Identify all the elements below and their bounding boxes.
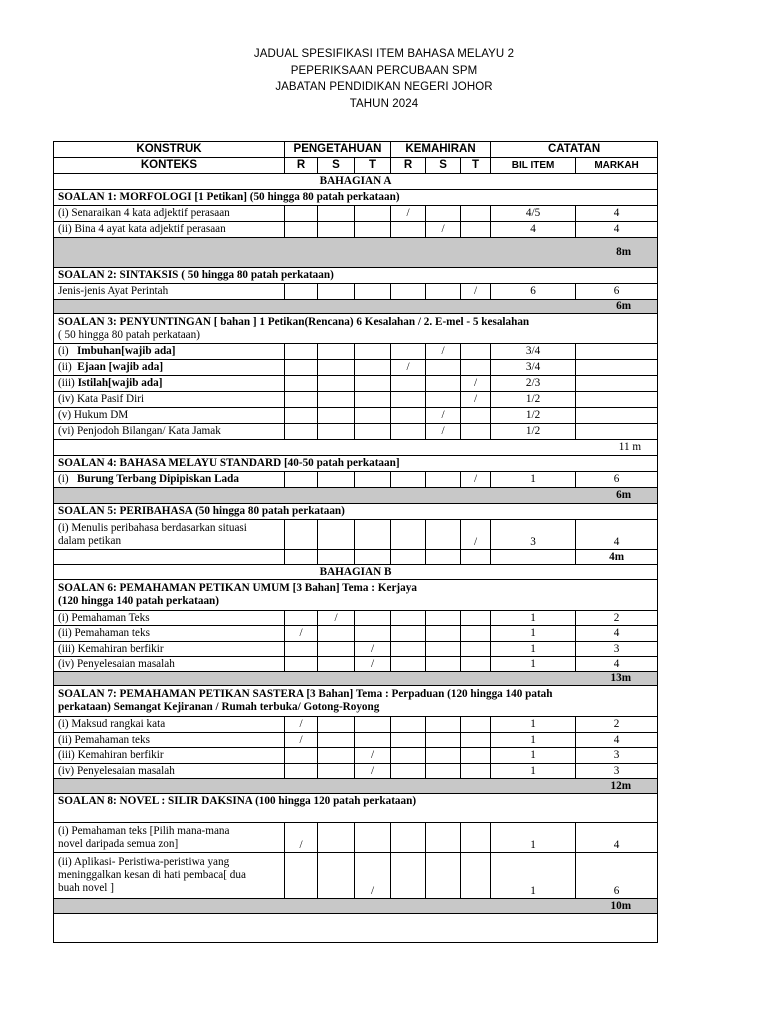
question-title-row xyxy=(54,686,658,717)
markah: 4 xyxy=(576,823,658,853)
tick-mark: / xyxy=(461,392,491,408)
q2-total: 6m xyxy=(54,300,658,314)
table-row xyxy=(54,222,658,238)
markah: 6 xyxy=(576,853,658,899)
bil-item: 1/2 xyxy=(491,408,576,424)
section-b-title: BAHAGIAN B xyxy=(54,565,658,580)
markah: 4 xyxy=(576,733,658,748)
q7-item-2: (ii) Pemahaman teks xyxy=(54,733,285,748)
tick-mark: / xyxy=(355,748,391,764)
tick-mark: / xyxy=(391,360,426,376)
item-text-line: (i) Menulis peribahasa berdasarkan situasi xyxy=(58,521,247,534)
q7-item-1: (i) Maksud rangkai kata xyxy=(54,717,285,733)
tick-mark: / xyxy=(461,284,491,300)
total-row xyxy=(54,238,658,268)
table-row xyxy=(54,717,658,733)
item-text: Istilah[wajib ada] xyxy=(77,377,163,389)
q8-total: 10m xyxy=(54,899,658,914)
q5-item-1 xyxy=(54,520,285,550)
markah: 4 xyxy=(576,520,658,550)
tick-mark: / xyxy=(461,472,491,488)
q3-item-4: (iv) Kata Pasif Diri xyxy=(54,392,285,408)
item-text-line: buah novel ] xyxy=(58,882,114,894)
item-text: Imbuhan[wajib ada] xyxy=(76,345,176,357)
table-subheader-row xyxy=(54,158,658,174)
item-number: (iii) xyxy=(58,377,75,389)
q6-total: 13m xyxy=(54,672,658,686)
table-row xyxy=(54,642,658,657)
total-row xyxy=(54,488,658,504)
q1-title: SOALAN 1: MORFOLOGI [1 Petikan] (50 hingga 80 patah perkataan) xyxy=(54,190,658,206)
markah: 4 xyxy=(576,626,658,642)
table-row xyxy=(54,853,658,899)
q7-item-3: (iii) Kemahiran berfikir xyxy=(54,748,285,764)
tick-mark: / xyxy=(461,520,491,550)
markah: 3 xyxy=(576,764,658,779)
markah: 3 xyxy=(576,748,658,764)
q7-total: 12m xyxy=(54,779,658,794)
bil-item: 1 xyxy=(491,764,576,779)
table-row xyxy=(54,424,658,440)
bil-item: 6 xyxy=(491,284,576,300)
markah: 4 xyxy=(576,222,658,238)
question-title-row xyxy=(54,190,658,206)
total-row xyxy=(54,779,658,794)
table-row xyxy=(54,392,658,408)
tick-mark: / xyxy=(355,657,391,672)
item-text: Ejaan [wajib ada] xyxy=(77,361,164,373)
tick-mark: / xyxy=(355,642,391,657)
q8-title: SOALAN 8: NOVEL : SILIR DAKSINA (100 hingga 120 patah perkataan) xyxy=(54,794,658,823)
bil-item: 3/4 xyxy=(491,344,576,360)
section-a-title: BAHAGIAN A xyxy=(54,174,658,190)
total-row xyxy=(54,672,658,686)
table-row xyxy=(54,611,658,626)
header-year: TAHUN 2024 xyxy=(349,97,419,110)
tick-mark: / xyxy=(426,424,461,440)
q6-subtitle: (120 hingga 140 patah perkataan) xyxy=(58,595,219,607)
q3-item-1 xyxy=(54,344,285,360)
item-number: (ii) xyxy=(58,361,72,373)
q4-item-1 xyxy=(54,472,285,488)
bil-item: 2/3 xyxy=(491,376,576,392)
item-text: Burung Terbang Dipipiskan Lada xyxy=(76,473,239,485)
markah: 6 xyxy=(576,284,658,300)
table-header-row xyxy=(54,142,658,158)
item-text-line: meninggalkan kesan di hati pembaca[ dua xyxy=(58,869,246,881)
total-row xyxy=(54,440,658,456)
item-text-line: (ii) Aplikasi- Peristiwa-peristiwa yang xyxy=(58,856,230,868)
bil-item: 1/2 xyxy=(491,392,576,408)
table-row xyxy=(54,472,658,488)
bil-item-header: BIL ITEM xyxy=(491,158,576,174)
table-row xyxy=(54,520,658,550)
tick-mark: / xyxy=(285,823,318,853)
q3-total: 11 m xyxy=(54,440,658,456)
q1-item-2: (ii) Bina 4 ayat kata adjektif perasaan xyxy=(54,222,285,238)
total-row xyxy=(54,300,658,314)
q4-title: SOALAN 4: BAHASA MELAYU STANDARD [40-50 patah perkataan] xyxy=(54,456,658,472)
q3-item-3 xyxy=(54,376,285,392)
item-number: (i) xyxy=(58,473,69,485)
bil-item: 1 xyxy=(491,748,576,764)
table-row xyxy=(54,748,658,764)
r-header: R xyxy=(391,158,426,174)
pengetahuan-header: PENGETAHUAN xyxy=(285,142,391,158)
q7-subtitle: perkataan) Semangat Kejiranan / Rumah terbuka/ Gotong-Royong xyxy=(58,701,380,713)
section-a-row xyxy=(54,174,658,190)
q6-item-3: (iii) Kemahiran berfikir xyxy=(54,642,285,657)
bil-item: 4/5 xyxy=(491,206,576,222)
q6-item-1: (i) Pemahaman Teks xyxy=(54,611,285,626)
bil-item: 1 xyxy=(491,717,576,733)
total-row xyxy=(54,899,658,914)
tick-mark: / xyxy=(426,408,461,424)
q5-title: SOALAN 5: PERIBAHASA (50 hingga 80 patah perkataan) xyxy=(54,504,658,520)
table-row xyxy=(54,626,658,642)
bil-item: 1/2 xyxy=(491,424,576,440)
tick-mark: / xyxy=(285,733,318,748)
bil-item: 1 xyxy=(491,823,576,853)
document-header xyxy=(0,46,768,112)
q3-title-cell xyxy=(54,314,658,344)
q3-item-5: (v) Hukum DM xyxy=(54,408,285,424)
catatan-header: CATATAN xyxy=(491,142,658,158)
tick-mark: / xyxy=(426,344,461,360)
bil-item: 4 xyxy=(491,222,576,238)
q6-item-2: (ii) Pemahaman teks xyxy=(54,626,285,642)
bil-item: 3/4 xyxy=(491,360,576,376)
q3-item-2 xyxy=(54,360,285,376)
konstruk-header: KONSTRUK xyxy=(54,142,285,158)
table-row xyxy=(54,376,658,392)
s-header: S xyxy=(426,158,461,174)
question-title-row xyxy=(54,794,658,823)
markah: 3 xyxy=(576,642,658,657)
q7-item-4: (iv) Penyelesaian masalah xyxy=(54,764,285,779)
tick-mark: / xyxy=(355,764,391,779)
q5-total: 4m xyxy=(576,550,658,565)
bil-item: 1 xyxy=(491,611,576,626)
table-row xyxy=(54,657,658,672)
t-header: T xyxy=(355,158,391,174)
q2-title: SOALAN 2: SINTAKSIS ( 50 hingga 80 patah perkataan) xyxy=(54,268,658,284)
tick-mark: / xyxy=(461,376,491,392)
question-title-row xyxy=(54,580,658,611)
total-row xyxy=(54,550,658,565)
tick-mark: / xyxy=(285,717,318,733)
q6-title-cell xyxy=(54,580,658,611)
table-row xyxy=(54,733,658,748)
kemahiran-header: KEMAHIRAN xyxy=(391,142,491,158)
q7-title-cell xyxy=(54,686,658,717)
bil-item: 1 xyxy=(491,657,576,672)
konteks-header: KONTEKS xyxy=(54,158,285,174)
header-department: JABATAN PENDIDIKAN NEGERI JOHOR xyxy=(275,81,493,93)
header-title: JADUAL SPESIFIKASI ITEM BAHASA MELAYU 2 xyxy=(253,48,515,60)
q6-item-4: (iv) Penyelesaian masalah xyxy=(54,657,285,672)
q3-title: SOALAN 3: PENYUNTINGAN [ bahan ] 1 Petikan(Rencana) 6 Kesalahan / 2. E-mel - 5 kesalahan xyxy=(58,315,530,328)
tick-mark: / xyxy=(391,206,426,222)
tick-mark: / xyxy=(355,853,391,899)
item-text-line: novel daripada semua zon] xyxy=(58,837,179,850)
table-row xyxy=(54,823,658,853)
bil-item: 1 xyxy=(491,853,576,899)
item-text-line: dalam petikan xyxy=(58,534,122,547)
markah: 2 xyxy=(576,717,658,733)
q1-total: 8m xyxy=(54,238,658,268)
q2-item-1: Jenis-jenis Ayat Perintah xyxy=(54,284,285,300)
t-header: T xyxy=(461,158,491,174)
s-header: S xyxy=(318,158,355,174)
r-header: R xyxy=(285,158,318,174)
question-title-row xyxy=(54,268,658,284)
q4-total: 6m xyxy=(54,488,658,504)
q1-item-1: (i) Senaraikan 4 kata adjektif perasaan xyxy=(54,206,285,222)
markah: 2 xyxy=(576,611,658,626)
bil-item: 1 xyxy=(491,733,576,748)
table-row xyxy=(54,764,658,779)
q8-item-2 xyxy=(54,853,285,899)
q8-item-1 xyxy=(54,823,285,853)
empty-row xyxy=(54,914,658,943)
q3-subtitle: ( 50 hingga 80 patah perkataan) xyxy=(58,328,200,341)
question-title-row xyxy=(54,456,658,472)
header-exam: PEPERIKSAAN PERCUBAAN SPM xyxy=(290,64,478,77)
table-row xyxy=(54,206,658,222)
tick-mark: / xyxy=(285,626,318,642)
q6-title: SOALAN 6: PEMAHAMAN PETIKAN UMUM [3 Bahan] Tema : Kerjaya xyxy=(58,582,417,594)
specification-table xyxy=(53,141,658,943)
q7-title: SOALAN 7: PEMAHAMAN PETIKAN SASTERA [3 Bahan] Tema : Perpaduan (120 hingga 140 patah xyxy=(58,688,553,700)
markah: 4 xyxy=(576,206,658,222)
table-row xyxy=(54,284,658,300)
question-title-row xyxy=(54,314,658,344)
markah: 4 xyxy=(576,657,658,672)
markah-header: MARKAH xyxy=(576,158,658,174)
bil-item: 1 xyxy=(491,626,576,642)
table-row xyxy=(54,408,658,424)
tick-mark: / xyxy=(426,222,461,238)
markah: 6 xyxy=(576,472,658,488)
table-row xyxy=(54,360,658,376)
table-row xyxy=(54,344,658,360)
bil-item: 1 xyxy=(491,472,576,488)
q3-item-6: (vi) Penjodoh Bilangan/ Kata Jamak xyxy=(54,424,285,440)
item-text-line: (i) Pemahaman teks [Pilih mana-mana xyxy=(58,824,230,837)
bil-item: 1 xyxy=(491,642,576,657)
tick-mark: / xyxy=(318,611,355,626)
question-title-row xyxy=(54,504,658,520)
item-number: (i) xyxy=(58,345,69,357)
bil-item: 3 xyxy=(491,520,576,550)
section-b-row xyxy=(54,565,658,580)
